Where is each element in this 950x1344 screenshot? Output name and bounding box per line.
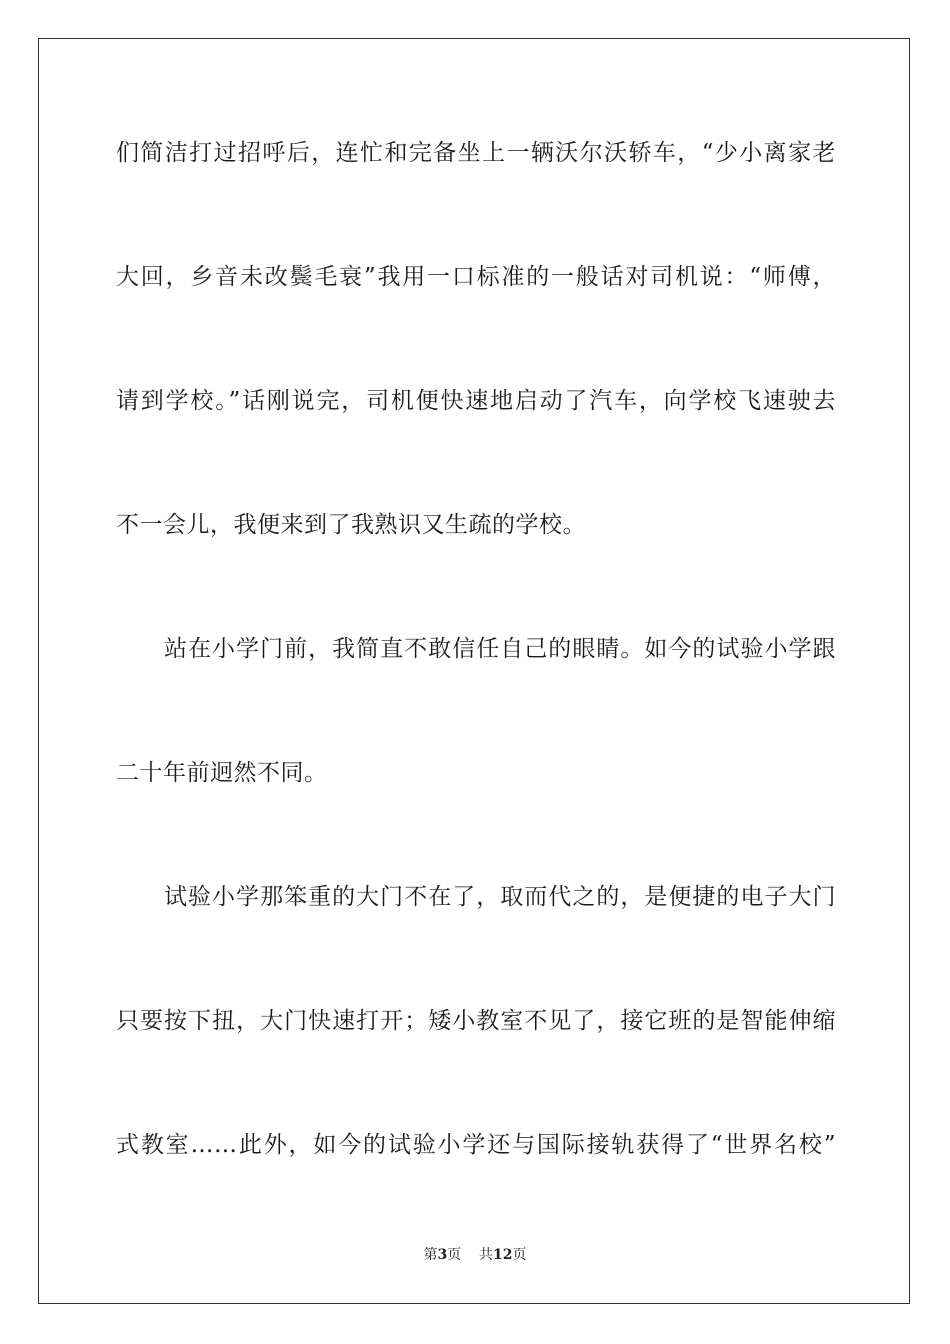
text-line-9: 式教室……此外，如今的试验小学还与国际接轨获得了“世界名校” [116,1132,836,1158]
text-line-4: 不一会儿，我便来到了我熟识又生疏的学校。 [116,512,586,538]
text-line-2: 大回，乡音未改鬓毛衰”我用一口标准的一般话对司机说：“师傅， [116,264,836,290]
paragraph-start-line-5: 站在小学门前，我简直不敢信任自己的眼睛。如今的试验小学跟 [164,636,836,662]
text-line-1: 们简洁打过招呼后，连忙和完备坐上一辆沃尔沃轿车，“少小离家老 [116,140,836,166]
footer-page-total: 12 [493,1247,513,1263]
footer-page-prefix: 第 [423,1247,438,1263]
text-line-8: 只要按下扭，大门快速打开；矮小教室不见了，接它班的是智能伸缩 [116,1008,836,1034]
footer-page-current: 3 [437,1247,448,1263]
paragraph-start-line-7: 试验小学那笨重的大门不在了，取而代之的，是便捷的电子大门 [164,884,836,910]
text-line-6: 二十年前迥然不同。 [116,760,328,786]
text-line-3: 请到学校。”话刚说完，司机便快速地启动了汽车，向学校飞速驶去 [116,388,836,414]
footer-total-suffix: 页 [512,1247,527,1263]
footer-total-prefix: 共 [479,1247,494,1263]
footer-page-suffix: 页 [447,1247,462,1263]
page-border [38,38,910,1304]
page-footer [0,1246,950,1264]
